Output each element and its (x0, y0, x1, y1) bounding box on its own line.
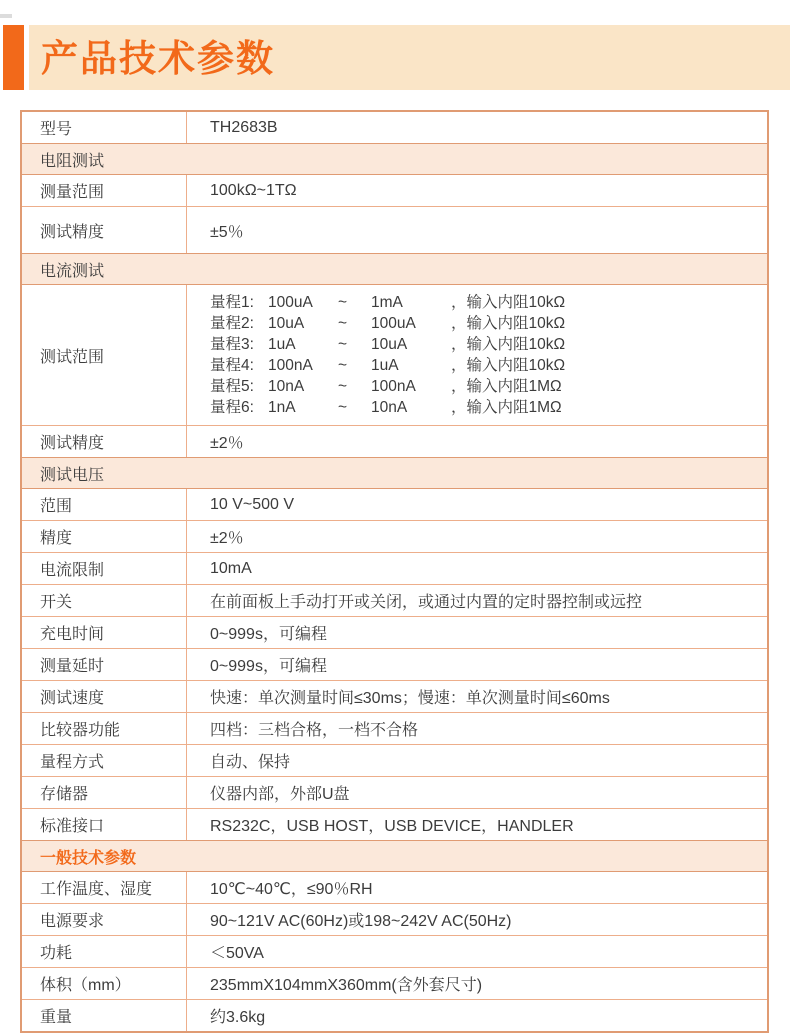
section-title: 电阻测试 (40, 152, 105, 170)
spec-label: 工作温度、湿度 (40, 881, 153, 898)
range-part-r: ，输入内阻10kΩ (451, 315, 566, 332)
spec-label: 范围 (40, 498, 73, 515)
range-line (210, 313, 565, 334)
section-row (22, 253, 767, 284)
spec-row (22, 425, 767, 457)
range-line (210, 292, 565, 313)
spec-row (22, 680, 767, 712)
range-part-b: 10uA (371, 336, 408, 353)
scan-artifact (0, 14, 12, 18)
range-part-t: ~ (338, 399, 348, 416)
spec-value: 235mmX104mmX360mm(含外套尺寸) (186, 968, 767, 999)
spec-row (22, 488, 767, 520)
range-part-b: 1uA (371, 357, 399, 374)
range-part-a: 10uA (268, 315, 305, 332)
spec-value: ＜50VA (186, 936, 767, 967)
spec-value: 90~121V AC(60Hz)或198~242V AC(50Hz) (186, 904, 767, 935)
range-part-p: 量程6: (210, 399, 254, 416)
spec-row (22, 808, 767, 840)
range-part-b: 100uA (371, 315, 416, 332)
section-row (22, 457, 767, 488)
spec-row (22, 903, 767, 935)
section-title: 电流测试 (40, 262, 105, 280)
spec-row (22, 552, 767, 584)
spec-label: 测量范围 (40, 184, 105, 201)
spec-row (22, 174, 767, 206)
spec-row (22, 967, 767, 999)
spec-value-ranges (186, 285, 767, 425)
section-title: 一般技术参数 (40, 849, 137, 867)
spec-value: 约3.6kg (186, 1000, 767, 1031)
spec-label: 重量 (40, 1009, 73, 1026)
range-line (210, 334, 565, 355)
range-part-t: ~ (338, 336, 348, 353)
spec-label: 体积（mm） (40, 977, 131, 994)
header-accent-bar (3, 25, 24, 90)
spec-value: 在前面板上手动打开或关闭，或通过内置的定时器控制或远控 (186, 585, 767, 616)
spec-row (22, 999, 767, 1031)
spec-value: ±5％ (186, 207, 767, 253)
range-part-p: 量程3: (210, 336, 254, 353)
spec-label: 量程方式 (40, 754, 105, 771)
spec-label: 型号 (40, 121, 73, 138)
spec-row (22, 648, 767, 680)
section-row (22, 143, 767, 174)
range-part-p: 量程1: (210, 294, 254, 311)
header-background (29, 25, 790, 90)
range-line (210, 376, 562, 397)
spec-value: ±2％ (186, 426, 767, 457)
spec-row (22, 744, 767, 776)
spec-value: 10℃~40℃，≤90％RH (186, 872, 767, 903)
spec-label: 测试精度 (40, 223, 105, 241)
spec-label: 开关 (40, 594, 73, 611)
range-part-p: 量程2: (210, 315, 254, 332)
range-part-r: ，输入内阻10kΩ (451, 294, 566, 311)
range-part-r: ，输入内阻10kΩ (451, 357, 566, 374)
range-part-r: ，输入内阻1MΩ (451, 399, 562, 416)
spec-value: 0~999s，可编程 (186, 617, 767, 648)
spec-value: 0~999s，可编程 (186, 649, 767, 680)
range-part-a: 100nA (268, 357, 313, 374)
range-part-b: 1mA (371, 294, 403, 311)
spec-value: 仪器内部，外部U盘 (186, 777, 767, 808)
range-part-b: 10nA (371, 399, 408, 416)
spec-row (22, 520, 767, 552)
spec-label: 标准接口 (40, 818, 105, 835)
spec-value: 快速：单次测量时间≤30ms；慢速：单次测量时间≤60ms (186, 681, 767, 712)
spec-row (22, 284, 767, 425)
spec-value: ±2％ (186, 521, 767, 552)
spec-table (20, 110, 769, 1033)
spec-row (22, 776, 767, 808)
spec-label: 充电时间 (40, 626, 105, 643)
spec-value: TH2683B (186, 112, 767, 143)
range-part-a: 100uA (268, 294, 313, 311)
spec-row (22, 206, 767, 253)
range-part-r: ，输入内阻10kΩ (451, 336, 566, 353)
section-row (22, 840, 767, 871)
range-part-a: 1nA (268, 399, 296, 416)
spec-value: 10 V~500 V (186, 489, 767, 520)
spec-label: 测量延时 (40, 658, 105, 675)
spec-label: 比较器功能 (40, 722, 121, 739)
range-part-b: 100nA (371, 378, 416, 395)
spec-label: 测试精度 (40, 435, 105, 452)
range-part-t: ~ (338, 357, 348, 374)
spec-value: 自动、保持 (186, 745, 767, 776)
spec-value: 四档：三档合格，一档不合格 (186, 713, 767, 744)
range-part-t: ~ (338, 315, 348, 332)
page-header (3, 25, 790, 90)
spec-label: 测试范围 (40, 348, 105, 366)
spec-label: 测试速度 (40, 690, 105, 707)
spec-label: 电流限制 (40, 562, 105, 579)
spec-label: 精度 (40, 530, 73, 547)
spec-label: 功耗 (40, 945, 73, 962)
spec-row (22, 871, 767, 903)
range-part-a: 1uA (268, 336, 296, 353)
spec-row (22, 712, 767, 744)
range-line (210, 355, 565, 376)
spec-row (22, 616, 767, 648)
spec-label: 电源要求 (40, 913, 105, 930)
range-part-a: 10nA (268, 378, 305, 395)
range-part-t: ~ (338, 378, 348, 395)
section-title: 测试电压 (40, 466, 105, 484)
range-part-p: 量程5: (210, 378, 254, 395)
range-part-p: 量程4: (210, 357, 254, 374)
range-part-t: ~ (338, 294, 348, 311)
range-line (210, 397, 562, 418)
spec-row (22, 112, 767, 143)
spec-row (22, 584, 767, 616)
range-part-r: ，输入内阻1MΩ (451, 378, 562, 395)
spec-value: 10mA (186, 553, 767, 584)
page-title: 产品技术参数 (41, 38, 275, 79)
spec-row (22, 935, 767, 967)
spec-value: RS232C，USB HOST，USB DEVICE，HANDLER (186, 809, 767, 840)
spec-label: 存储器 (40, 786, 89, 803)
spec-value: 100kΩ~1TΩ (186, 175, 767, 206)
